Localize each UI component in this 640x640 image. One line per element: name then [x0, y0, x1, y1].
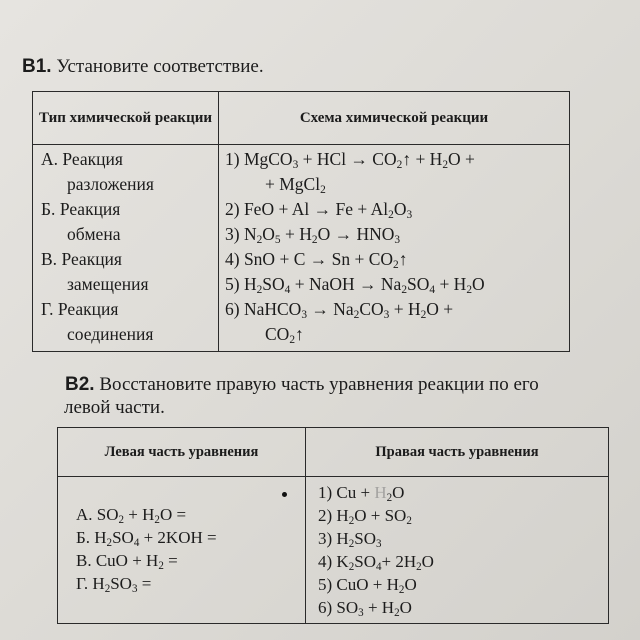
- reaction-type-v: В. Реакция замещения: [41, 249, 149, 294]
- right-option-4: 4) $K_2SO_4+ 2H_2O$: [318, 552, 434, 573]
- ink-dot: [282, 492, 287, 497]
- header-left-side: Левая часть уравнения: [58, 428, 306, 477]
- question-b2-text-line2: левой части.: [64, 397, 165, 418]
- reaction-type-g: Г. Реакция соединения: [41, 299, 154, 344]
- reaction-scheme-4: 4) SnO + $C \to Sn + CO_2↑$: [225, 249, 408, 271]
- left-equation-b: Б. $H_2SO_4 + 2KOH$ =: [76, 528, 217, 549]
- left-equation-v: В. CuO + $H_2$ =: [76, 551, 178, 572]
- reaction-scheme-1: 1) MgCO$_3$ + HCl → $CO_2↑ + H_2O$ + + MgCl$_2$: [225, 149, 475, 196]
- header-reaction-scheme: Схема химической реакции: [219, 92, 570, 145]
- header-right-side: Правая часть уравнения: [306, 428, 609, 477]
- left-side-cell: [58, 477, 306, 624]
- left-equation-g: Г. $H_2SO_3$ =: [76, 574, 152, 595]
- right-option-3: 3) $H_2SO_3$: [318, 529, 382, 550]
- reaction-scheme-5: 5) $H_2SO_4$ + NaOH → $Na_2SO_4 + H_2O$: [225, 274, 485, 296]
- reaction-type-b: Б. Реакция обмена: [41, 199, 121, 244]
- question-b2-text-line1: Восстановите правую часть уравнения реакции по его: [99, 374, 539, 395]
- right-option-1: 1) $Cu + H_2O$: [318, 483, 405, 504]
- question-b1-text: Установите соответствие.: [56, 56, 264, 77]
- reaction-scheme-3: 3) $N_2O_5 + H_2O \to HNO_3$: [225, 224, 401, 246]
- reaction-scheme-6: 6) NaHCO$_3$ → $Na_2CO_3 + H_2O$ + $CO_2↑$: [225, 299, 454, 346]
- question-b1-number: B1.: [22, 56, 52, 77]
- reaction-type-a: А. Реакция разложения: [41, 149, 154, 194]
- header-reaction-type: Тип химической реакции: [33, 92, 219, 145]
- question-b1-title: [22, 55, 264, 78]
- right-option-2: 2) $H_2O + SO_2$: [318, 506, 412, 527]
- right-option-5: 5) CuO + $H_2O$: [318, 575, 417, 596]
- right-side-cell: [306, 477, 609, 624]
- matching-table-b1: [32, 91, 570, 352]
- reaction-schemes-cell: [219, 145, 570, 352]
- question-b2-number: B2.: [65, 374, 95, 395]
- right-option-6: 6) $SO_3 + H_2O$: [318, 598, 412, 619]
- question-b2-title: [65, 373, 585, 419]
- left-equation-a: А. $SO_2 + H_2O$ =: [76, 505, 187, 526]
- reaction-types-cell: [33, 145, 219, 352]
- reaction-scheme-2: 2) FeO + $Al \to Fe + Al_2O_3$: [225, 199, 413, 221]
- equation-table-b2: [57, 427, 609, 624]
